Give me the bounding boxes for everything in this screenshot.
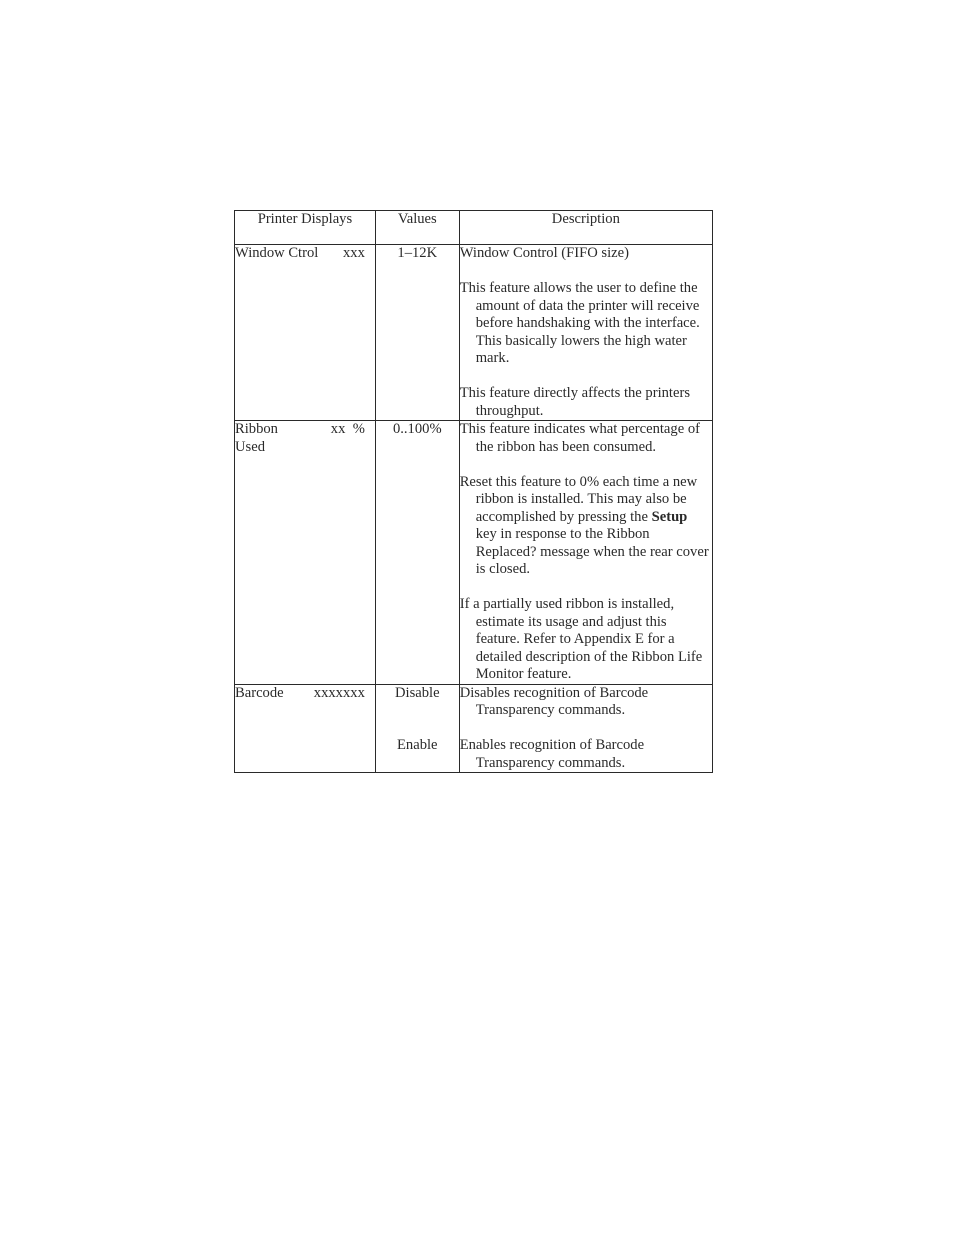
- description-text: key in response to the Ribbon Replaced? message when the rear cover is closed.: [475, 526, 709, 577]
- table-header-row: [235, 211, 713, 245]
- description-text: Reset this feature to 0% each time a new ribbon is installed. This may also be accomplished by pressing the: [459, 473, 698, 525]
- header-description: Description: [459, 211, 712, 245]
- description-paragraph: This feature indicates what percentage of the ribbon has been consumed.: [459, 421, 700, 455]
- display-cell: [235, 421, 376, 685]
- table-row: [235, 421, 713, 685]
- description-cell: [459, 421, 712, 685]
- description-paragraph: If a partially used ribbon is installed, estimate its usage and adjust this feature. Refer to Appendix E for a detailed description of the Ribbon Life Monitor feature.: [459, 596, 703, 682]
- value-text: Disable: [394, 684, 440, 701]
- header-printer-displays: Printer Displays: [235, 211, 376, 245]
- display-cell: [235, 684, 376, 773]
- description-cell: [459, 684, 712, 773]
- description-paragraph: This feature directly affects the printers throughput.: [459, 385, 690, 419]
- description-paragraph: Disables recognition of Barcode Transparency commands.: [459, 684, 649, 718]
- value-text: 1–12K: [397, 245, 438, 261]
- table-row: [235, 684, 713, 773]
- description-cell: [459, 245, 712, 421]
- table-row: [235, 245, 713, 421]
- description-paragraph: Window Control (FIFO size): [459, 245, 629, 261]
- display-name: Barcode: [235, 684, 284, 701]
- value-text: Enable: [397, 737, 438, 753]
- setup-key-label: Setup: [651, 508, 688, 525]
- display-name: Window Ctrol: [235, 245, 319, 261]
- display-name-line2: Used: [235, 438, 265, 455]
- printer-display-table: [234, 210, 713, 773]
- description-paragraph: This feature allows the user to define the amount of data the printer will receive before handshaking with the interface. This basically lowers the high water mark.: [459, 280, 700, 366]
- display-value: xxxxxxx: [313, 684, 365, 701]
- description-paragraph: [460, 474, 712, 579]
- value-text: 0..100%: [392, 421, 442, 437]
- display-name: Ribbon: [235, 421, 278, 437]
- description-paragraph: Enables recognition of Barcode Transparency commands.: [459, 737, 645, 771]
- values-cell: [375, 684, 459, 773]
- display-value: xxx: [342, 245, 365, 261]
- values-cell: [375, 245, 459, 421]
- header-values: Values: [375, 211, 459, 245]
- display-cell: [235, 245, 376, 421]
- display-value: xx %: [330, 421, 365, 437]
- values-cell: [375, 421, 459, 685]
